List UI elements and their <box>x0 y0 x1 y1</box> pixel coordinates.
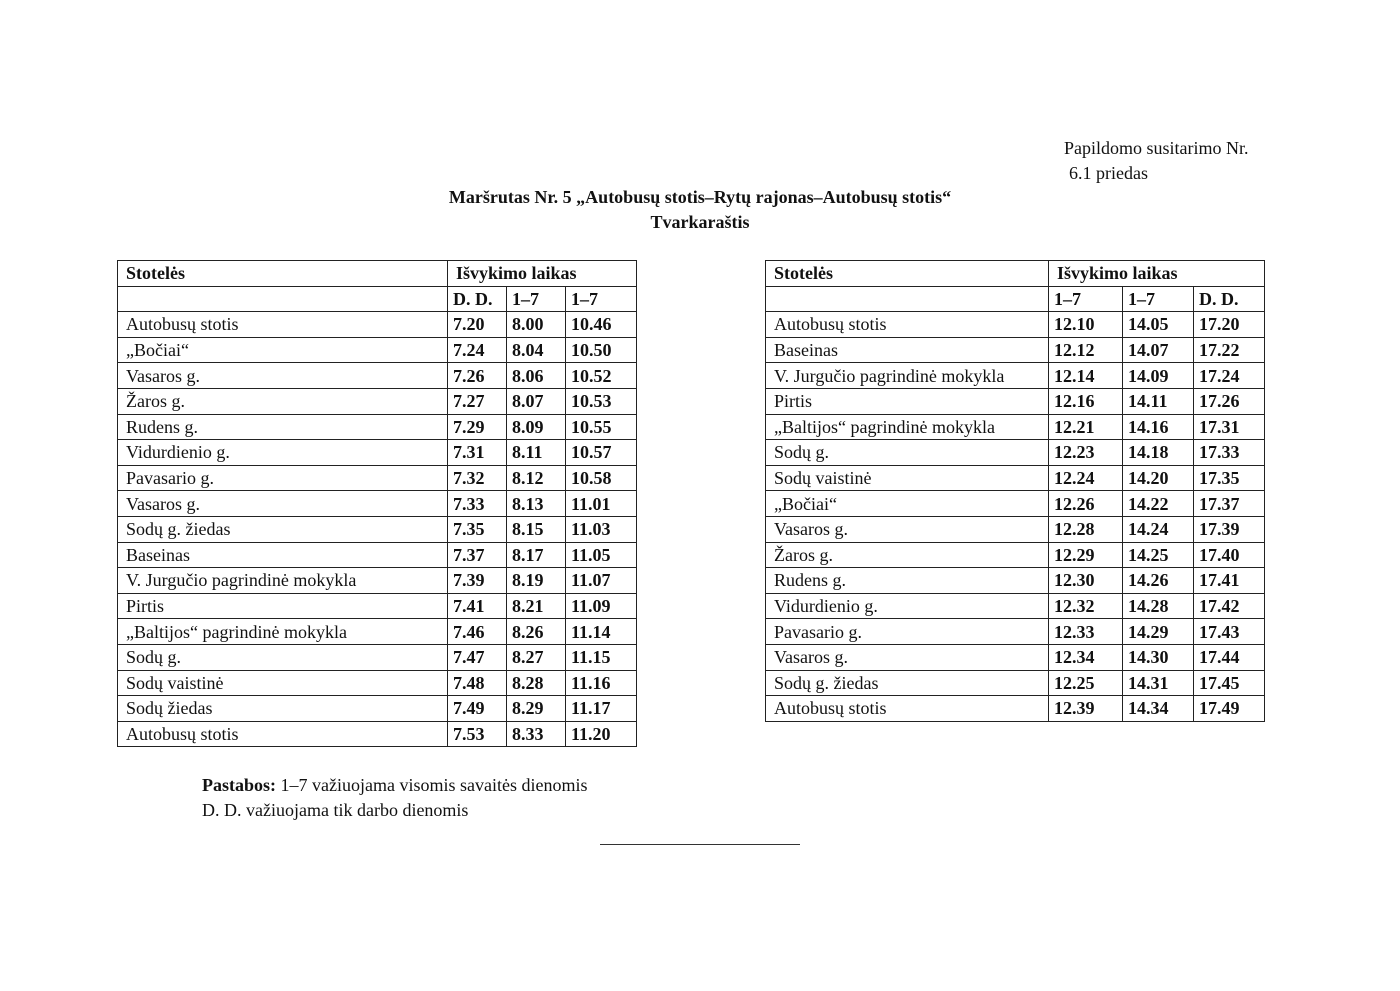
stop-name-cell: Vasaros g. <box>118 491 448 517</box>
departure-time-cell: 12.21 <box>1049 414 1123 440</box>
table-row <box>118 440 637 466</box>
subheader-cell: 1–7 <box>507 286 566 312</box>
column-header-departure: Išvykimo laikas <box>448 261 637 287</box>
departure-time-cell: 12.26 <box>1049 491 1123 517</box>
departure-time-cell: 12.12 <box>1049 337 1123 363</box>
empty-cell <box>118 286 448 312</box>
departure-time-cell: 11.14 <box>566 619 637 645</box>
departure-time-cell: 7.35 <box>448 516 507 542</box>
departure-time-cell: 7.20 <box>448 312 507 338</box>
table-subheader-row <box>118 286 637 312</box>
departure-time-cell: 17.20 <box>1194 312 1265 338</box>
departure-time-cell: 7.31 <box>448 440 507 466</box>
table-row <box>118 619 637 645</box>
departure-time-cell: 17.33 <box>1194 440 1265 466</box>
departure-time-cell: 11.16 <box>566 670 637 696</box>
departure-time-cell: 14.30 <box>1123 644 1194 670</box>
table-row <box>118 542 637 568</box>
notes-label: Pastabos: <box>202 775 277 795</box>
table-row <box>118 516 637 542</box>
table-row <box>118 312 637 338</box>
departure-time-cell: 11.05 <box>566 542 637 568</box>
stop-name-cell: Sodų g. <box>766 440 1049 466</box>
departure-time-cell: 11.09 <box>566 593 637 619</box>
departure-time-cell: 14.25 <box>1123 542 1194 568</box>
departure-time-cell: 17.31 <box>1194 414 1265 440</box>
departure-time-cell: 17.22 <box>1194 337 1265 363</box>
departure-time-cell: 11.07 <box>566 568 637 594</box>
departure-time-cell: 17.44 <box>1194 644 1265 670</box>
departure-time-cell: 11.20 <box>566 721 637 747</box>
departure-time-cell: 14.20 <box>1123 465 1194 491</box>
departure-time-cell: 11.17 <box>566 696 637 722</box>
stop-name-cell: Autobusų stotis <box>766 312 1049 338</box>
departure-time-cell: 7.48 <box>448 670 507 696</box>
departure-time-cell: 8.15 <box>507 516 566 542</box>
notes <box>202 773 587 823</box>
departure-time-cell: 10.46 <box>566 312 637 338</box>
departure-time-cell: 12.16 <box>1049 388 1123 414</box>
table-row <box>766 542 1265 568</box>
departure-time-cell: 8.11 <box>507 440 566 466</box>
schedule-title: Tvarkaraštis <box>650 212 750 232</box>
departure-time-cell: 12.14 <box>1049 363 1123 389</box>
departure-time-cell: 17.26 <box>1194 388 1265 414</box>
departure-time-cell: 12.34 <box>1049 644 1123 670</box>
departure-time-cell: 17.41 <box>1194 568 1265 594</box>
stop-name-cell: Autobusų stotis <box>118 721 448 747</box>
departure-time-cell: 12.25 <box>1049 670 1123 696</box>
document-title <box>0 185 1400 235</box>
departure-time-cell: 8.26 <box>507 619 566 645</box>
departure-time-cell: 12.28 <box>1049 516 1123 542</box>
stop-name-cell: Sodų g. <box>118 644 448 670</box>
departure-time-cell: 14.16 <box>1123 414 1194 440</box>
stop-name-cell: Autobusų stotis <box>118 312 448 338</box>
departure-time-cell: 7.46 <box>448 619 507 645</box>
departure-time-cell: 7.32 <box>448 465 507 491</box>
departure-time-cell: 7.53 <box>448 721 507 747</box>
departure-time-cell: 17.24 <box>1194 363 1265 389</box>
departure-time-cell: 8.28 <box>507 670 566 696</box>
table-row <box>766 696 1265 722</box>
table-row <box>118 465 637 491</box>
column-header-departure: Išvykimo laikas <box>1049 261 1265 287</box>
departure-time-cell: 12.39 <box>1049 696 1123 722</box>
table-row <box>118 670 637 696</box>
table-subheader-row <box>766 286 1265 312</box>
stop-name-cell: „Bočiai“ <box>118 337 448 363</box>
stop-name-cell: Autobusų stotis <box>766 696 1049 722</box>
subheader-cell: D. D. <box>448 286 507 312</box>
table-row <box>766 568 1265 594</box>
departure-time-cell: 8.00 <box>507 312 566 338</box>
departure-time-cell: 11.15 <box>566 644 637 670</box>
table-row <box>118 593 637 619</box>
table-row <box>118 414 637 440</box>
table-header-row <box>766 261 1265 287</box>
departure-time-cell: 12.32 <box>1049 593 1123 619</box>
departure-time-cell: 8.29 <box>507 696 566 722</box>
departure-time-cell: 7.41 <box>448 593 507 619</box>
departure-time-cell: 14.18 <box>1123 440 1194 466</box>
stop-name-cell: V. Jurgučio pagrindinė mokykla <box>118 568 448 594</box>
table-row <box>118 568 637 594</box>
departure-time-cell: 12.29 <box>1049 542 1123 568</box>
stop-name-cell: Baseinas <box>118 542 448 568</box>
departure-time-cell: 10.53 <box>566 388 637 414</box>
column-header-stops: Stotelės <box>118 261 448 287</box>
subheader-cell: 1–7 <box>566 286 637 312</box>
departure-time-cell: 8.09 <box>507 414 566 440</box>
departure-time-cell: 12.23 <box>1049 440 1123 466</box>
stop-name-cell: „Baltijos“ pagrindinė mokykla <box>118 619 448 645</box>
subheader-cell: 1–7 <box>1123 286 1194 312</box>
departure-time-cell: 17.43 <box>1194 619 1265 645</box>
departure-time-cell: 14.26 <box>1123 568 1194 594</box>
departure-time-cell: 17.45 <box>1194 670 1265 696</box>
departure-time-cell: 8.33 <box>507 721 566 747</box>
departure-time-cell: 12.10 <box>1049 312 1123 338</box>
table-row <box>766 312 1265 338</box>
notes-line-1 <box>202 773 587 798</box>
route-title: Maršrutas Nr. 5 „Autobusų stotis–Rytų rajonas–Autobusų stotis“ <box>448 187 952 207</box>
departure-time-cell: 14.24 <box>1123 516 1194 542</box>
departure-time-cell: 8.06 <box>507 363 566 389</box>
annex-reference <box>1064 136 1249 186</box>
departure-time-cell: 7.26 <box>448 363 507 389</box>
stop-name-cell: Sodų g. žiedas <box>766 670 1049 696</box>
schedule-table-outbound <box>117 260 637 747</box>
stop-name-cell: Žaros g. <box>118 388 448 414</box>
empty-cell <box>766 286 1049 312</box>
departure-time-cell: 7.27 <box>448 388 507 414</box>
annex-line-1: Papildomo susitarimo Nr. <box>1064 138 1249 158</box>
departure-time-cell: 14.07 <box>1123 337 1194 363</box>
notes-text-1: 1–7 važiuojama visomis savaitės dienomis <box>276 775 588 795</box>
stop-name-cell: Vidurdienio g. <box>766 593 1049 619</box>
stop-name-cell: Žaros g. <box>766 542 1049 568</box>
subheader-cell: D. D. <box>1194 286 1265 312</box>
departure-time-cell: 8.07 <box>507 388 566 414</box>
table-row <box>766 491 1265 517</box>
table-row <box>766 337 1265 363</box>
departure-time-cell: 17.37 <box>1194 491 1265 517</box>
departure-time-cell: 14.29 <box>1123 619 1194 645</box>
departure-time-cell: 12.24 <box>1049 465 1123 491</box>
table-row <box>118 696 637 722</box>
stop-name-cell: Vasaros g. <box>766 516 1049 542</box>
departure-time-cell: 17.49 <box>1194 696 1265 722</box>
departure-time-cell: 14.05 <box>1123 312 1194 338</box>
stop-name-cell: V. Jurgučio pagrindinė mokykla <box>766 363 1049 389</box>
stop-name-cell: Sodų vaistinė <box>118 670 448 696</box>
closing-rule <box>600 844 800 845</box>
departure-time-cell: 10.58 <box>566 465 637 491</box>
watermark <box>1128 24 1139 59</box>
departure-time-cell: 10.55 <box>566 414 637 440</box>
departure-time-cell: 10.52 <box>566 363 637 389</box>
departure-time-cell: 8.17 <box>507 542 566 568</box>
departure-time-cell: 14.09 <box>1123 363 1194 389</box>
stop-name-cell: Vasaros g. <box>766 644 1049 670</box>
table-row <box>118 644 637 670</box>
departure-time-cell: 8.13 <box>507 491 566 517</box>
departure-time-cell: 14.28 <box>1123 593 1194 619</box>
table-row <box>118 491 637 517</box>
table-header-row <box>118 261 637 287</box>
departure-time-cell: 7.39 <box>448 568 507 594</box>
stop-name-cell: Rudens g. <box>118 414 448 440</box>
stop-name-cell: Baseinas <box>766 337 1049 363</box>
departure-time-cell: 7.29 <box>448 414 507 440</box>
table-row <box>766 465 1265 491</box>
departure-time-cell: 11.01 <box>566 491 637 517</box>
table-row <box>766 644 1265 670</box>
stop-name-cell: Pirtis <box>766 388 1049 414</box>
stop-name-cell: Pirtis <box>118 593 448 619</box>
departure-time-cell: 7.47 <box>448 644 507 670</box>
departure-time-cell: 12.30 <box>1049 568 1123 594</box>
departure-time-cell: 14.31 <box>1123 670 1194 696</box>
departure-time-cell: 10.57 <box>566 440 637 466</box>
departure-time-cell: 17.39 <box>1194 516 1265 542</box>
table-row <box>766 440 1265 466</box>
stop-name-cell: Sodų vaistinė <box>766 465 1049 491</box>
departure-time-cell: 17.40 <box>1194 542 1265 568</box>
table-row <box>766 414 1265 440</box>
table-row <box>118 363 637 389</box>
annex-line-2: 6.1 priedas <box>1069 163 1148 183</box>
stop-name-cell: Pavasario g. <box>766 619 1049 645</box>
stop-name-cell: Vidurdienio g. <box>118 440 448 466</box>
schedule-table-return <box>765 260 1265 722</box>
table-row <box>766 670 1265 696</box>
table-row <box>766 516 1265 542</box>
stop-name-cell: Sodų g. žiedas <box>118 516 448 542</box>
stop-name-cell: „Baltijos“ pagrindinė mokykla <box>766 414 1049 440</box>
departure-time-cell: 14.34 <box>1123 696 1194 722</box>
table-row <box>766 619 1265 645</box>
stop-name-cell: Rudens g. <box>766 568 1049 594</box>
departure-time-cell: 8.12 <box>507 465 566 491</box>
stop-name-cell: Vasaros g. <box>118 363 448 389</box>
column-header-stops: Stotelės <box>766 261 1049 287</box>
table-row <box>118 721 637 747</box>
stop-name-cell: Pavasario g. <box>118 465 448 491</box>
table-row <box>766 363 1265 389</box>
departure-time-cell: 10.50 <box>566 337 637 363</box>
table-row <box>118 337 637 363</box>
stop-name-cell: „Bočiai“ <box>766 491 1049 517</box>
stop-name-cell: Sodų žiedas <box>118 696 448 722</box>
departure-time-cell: 11.03 <box>566 516 637 542</box>
departure-time-cell: 8.04 <box>507 337 566 363</box>
subheader-cell: 1–7 <box>1049 286 1123 312</box>
table-row <box>766 388 1265 414</box>
departure-time-cell: 17.42 <box>1194 593 1265 619</box>
table-row <box>766 593 1265 619</box>
departure-time-cell: 12.33 <box>1049 619 1123 645</box>
departure-time-cell: 14.11 <box>1123 388 1194 414</box>
departure-time-cell: 7.37 <box>448 542 507 568</box>
departure-time-cell: 8.19 <box>507 568 566 594</box>
departure-time-cell: 7.33 <box>448 491 507 517</box>
notes-line-2: D. D. važiuojama tik darbo dienomis <box>202 800 469 820</box>
departure-time-cell: 14.22 <box>1123 491 1194 517</box>
departure-time-cell: 8.21 <box>507 593 566 619</box>
table-row <box>118 388 637 414</box>
departure-time-cell: 7.49 <box>448 696 507 722</box>
departure-time-cell: 17.35 <box>1194 465 1265 491</box>
departure-time-cell: 7.24 <box>448 337 507 363</box>
departure-time-cell: 8.27 <box>507 644 566 670</box>
